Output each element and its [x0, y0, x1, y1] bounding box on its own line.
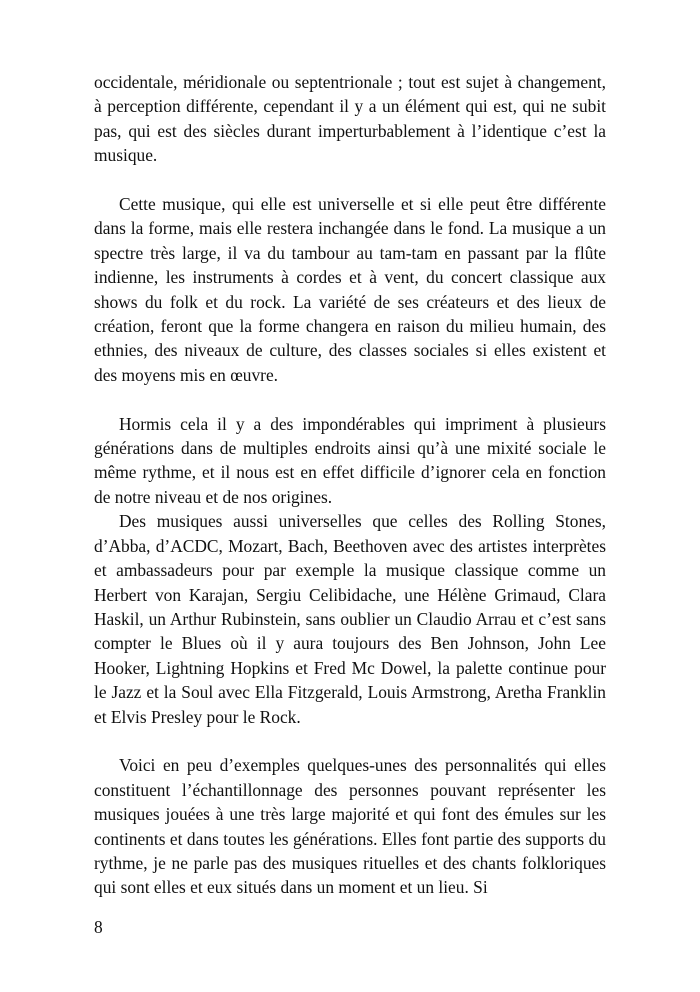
paragraph-continuation: occidentale, méridionale ou septentrionale ; tout est sujet à changement, à perception différente, cependant il y a un élément qui est, qui ne subit pas, qui est des siècles durant imperturbablement à l’identique c’est la musique. — [94, 72, 606, 166]
body-text — [94, 70, 606, 900]
paragraph-examples: Voici en peu d’exemples quelques-unes des personnalités qui elles constituent l’échantillonnage des personnes pouvant représenter les musiques jouées à une très large majorité et qui font des émules sur les continents et dans toutes les générations. Elles font partie des supports du rythme, je ne parle pas des musiques rituelles et des chants folkloriques qui sont elles et eux situés dans un moment et un lieu. Si — [94, 755, 606, 898]
page-number: 8 — [94, 917, 103, 937]
paragraph-imponderables: Hormis cela il y a des impondérables qui impriment à plusieurs générations dans de multiples endroits ainsi qu’à une mixité sociale le même rythme, et il nous est en effet difficile d’ignorer cela en fonction de notre niveau et de nos origines. — [94, 413, 606, 507]
paragraph-music-universal: Cette musique, qui elle est universelle et si elle peut être différente dans la forme, mais elle restera inchangée dans le fond. La musique a un spectre très large, il va du tambour au tam-tam en passant par la flûte indienne, les instruments à cordes et à vent, du concert classique aux shows du folk et du rock. La variété de ses créateurs et des lieux de création, feront que la forme changera en raison du milieu humain, des ethnies, des niveaux de culture, des classes sociales si elles existent et des moyens mis en œuvre. — [94, 194, 606, 385]
paragraph-universal-musicians: Des musiques aussi universelles que celles des Rolling Stones, d’Abba, d’ACDC, Mozart, Bach, Beethoven avec des artistes interprètes et ambassadeurs pour par exemple la musique classique comme un Herbert von Karajan, Sergiu Celibidache, une Hélène Grimaud, Clara Haskil, un Arthur Rubinstein, sans oublier un Claudio Arrau et c’est sans compter le Blues où il y aura toujours des Ben Johnson, John Lee Hooker, Lightning Hopkins et Fred Mc Dowel, la palette continue pour le Jazz et la Soul avec Ella Fitzgerald, Louis Armstrong, Aretha Franklin et Elvis Presley pour le Rock. — [94, 511, 606, 727]
